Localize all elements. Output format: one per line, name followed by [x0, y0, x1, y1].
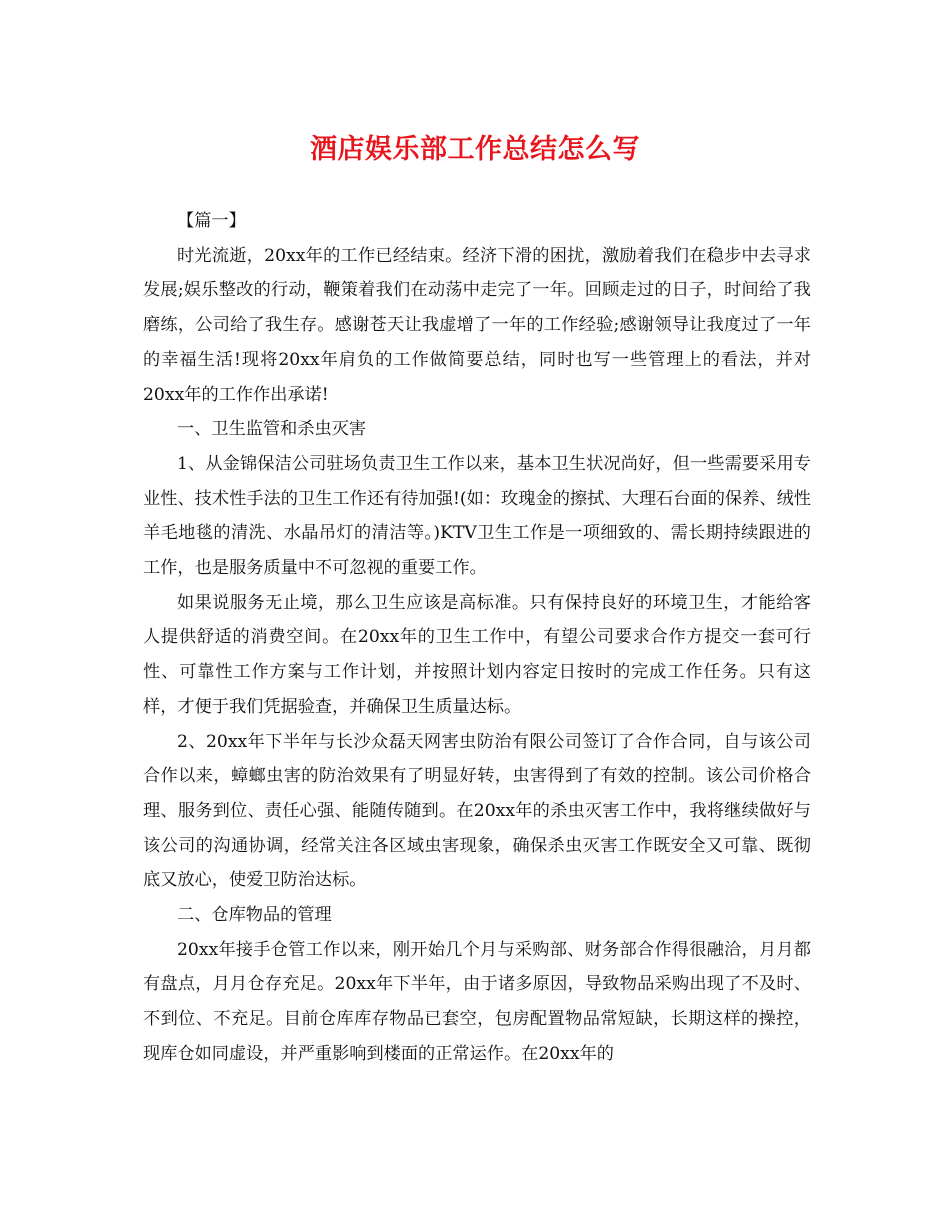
paragraph-intro: 时光流逝，20xx年的工作已经结束。经济下滑的困扰，激励着我们在稳步中去寻求发展;娱乐整改的行动，鞭策着我们在动荡中走完了一年。回顾走过的日子，时间给了我磨练，公司给了我生存。感谢苍天让我虚增了一年的工作经验;感谢领导让我度过了一年的幸福生活!现将20xx年肩负的工作做简要总结，同时也写一些管理上的看法，并对20xx年的工作作出承诺!	[143, 245, 811, 405]
document-body	[143, 204, 811, 1072]
section-heading-part-one: 【篇一】	[177, 211, 246, 231]
section-heading-warehouse: 二、仓库物品的管理	[177, 905, 332, 926]
section-heading-hygiene: 一、卫生监管和杀虫灭害	[177, 419, 367, 440]
document-title: 酒店娱乐部工作总结怎么写	[310, 134, 640, 165]
paragraph-pest-control: 2、20xx年下半年与长沙众磊天网害虫防治有限公司签订了合作合同，自与该公司合作以来，蟑螂虫害的防治效果有了明显好转，虫害得到了有效的控制。该公司价格合理、服务到位、责任心强、能随传随到。在20xx年的杀虫灭害工作中，我将继续做好与该公司的沟通协调，经常关注各区域虫害现象，确保杀虫灭害工作既安全又可靠、既彻底又放心，使爱卫防治达标。	[143, 731, 811, 891]
paragraph-warehouse: 20xx年接手仓管工作以来，刚开始几个月与采购部、财务部合作得很融洽，月月都有盘点，月月仓存充足。20xx年下半年，由于诸多原因，导致物品采购出现了不及时、不到位、不充足。目前仓库库存物品已套空，包房配置物品常短缺，长期这样的操控，现库仓如同虚设，并严重影响到楼面的正常运作。在20xx年的	[143, 939, 811, 1064]
paragraph-hygiene-standard: 如果说服务无止境，那么卫生应该是高标准。只有保持良好的环境卫生，才能给客人提供舒适的消费空间。在20xx年的卫生工作中，有望公司要求合作方提交一套可行性、可靠性工作方案与工作计划，并按照计划内容定日按时的完成工作任务。只有这样，才便于我们凭据验查，并确保卫生质量达标。	[143, 592, 811, 717]
paragraph-hygiene-1: 1、从金锦保洁公司驻场负责卫生工作以来，基本卫生状况尚好，但一些需要采用专业性、技术性手法的卫生工作还有待加强!(如：玫瑰金的擦拭、大理石台面的保养、绒性羊毛地毯的清洗、水晶吊灯的清洁等。)KTV卫生工作是一项细致的、需长期持续跟进的工作，也是服务质量中不可忽视的重要工作。	[143, 453, 811, 579]
